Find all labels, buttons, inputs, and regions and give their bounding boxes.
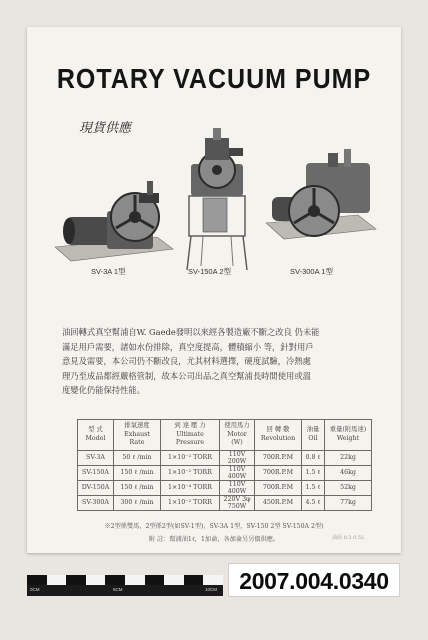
ruler-base [27,585,223,596]
description-paragraph [62,325,380,398]
table-cell: 110V 400W [220,465,255,480]
handwritten-note: 油面 0.3 0.5L [332,535,365,541]
table-cell: 300 ℓ /min [114,495,161,510]
table-cell: 22kg [325,450,372,465]
table-cell: 1.5 ℓ [302,480,325,495]
pump-sv3a-image [47,159,177,269]
description-line: 意見及需要，本公司仍不斷改良，尤其材料選擇，硬度試驗，冷熱處 [62,356,311,367]
description-line: 度變化仍能保持性能。 [62,385,145,396]
table-cell: 4.5 ℓ [302,495,325,510]
table-cell: 700R.P.M [255,465,302,480]
table-cell: SV-300A [78,495,114,510]
table-cell: 700R.P.M [255,450,302,465]
footnote-oil: 附 註：幫浦油1ℓ，1加侖，各加侖另另價供應。 [148,536,280,543]
table-row [78,465,372,480]
description-line: 理乃至成品都經嚴格管制，故本公司出品之真空幫浦長時間使用或溫 [62,370,311,381]
table-cell: 110V 400W [220,480,255,495]
table-cell: 1×10⁻² TORR [161,495,220,510]
table-row [78,480,372,495]
accession-number: 2007.004.0340 [228,563,400,597]
table-cell: DV-150A [78,480,114,495]
pump-sv150a-caption: SV-150A 2型 [188,267,231,276]
header-weight: 重量(附馬達) Weight [325,420,372,451]
table-cell: 220V 3φ 750W [220,495,255,510]
ruler-label-10: 10CM [205,587,218,592]
table-cell: 52kg [325,480,372,495]
table-cell: SV-150A [78,465,114,480]
table-cell: 150 ℓ /min [114,465,161,480]
scale-ruler [27,565,223,596]
ruler-label-5: 5CM [113,587,123,592]
pump-sv3a-caption: SV-3A 1型 [91,267,126,276]
footnote-models: ※2型係雙馬，2型係2型(如SV-1型)，SV-3A 1型，SV-150 2型 SV-150A 2型) [104,523,324,530]
table-cell: 1×10⁻² TORR [161,465,220,480]
header-exhaust-rate: 排氣速度 Exhaust Rate [114,420,161,451]
table-cell: 1×10⁻² TORR [161,450,220,465]
table-cell: 1.5 ℓ [302,465,325,480]
ruler-label-0: 0CM [30,587,40,592]
ruler-bar [27,575,223,585]
header-oil: 油量 Oil [302,420,325,451]
table-cell: 77kg [325,495,372,510]
table-cell: 700R.P.M [255,480,302,495]
table-cell: 0.8 ℓ [302,450,325,465]
description-line: 油回轉式真空幫浦自W. Gaede發明以來經各製造廠不斷之改良 仍未能 [62,327,320,337]
table-cell: 50 ℓ /min [114,450,161,465]
pump-sv150a-image [177,124,257,272]
header-motor: 使用馬力 Motor (W) [220,420,255,451]
table-cell: SV-3A [78,450,114,465]
table-cell: 46kg [325,465,372,480]
table-cell: 450R.P.M [255,495,302,510]
table-cell: 1×10⁻⁴ TORR [161,480,220,495]
table-row [78,450,372,465]
table-header-row [78,420,372,451]
header-ultimate-pressure: 到 達 壓 力 Ultimate Pressure [161,420,220,451]
header-revolution: 回 轉 數 Revolution [255,420,302,451]
catalog-sheet [27,27,401,553]
specifications-table [77,419,372,511]
pump-sv300a-image [262,145,380,263]
table-row [78,495,372,510]
table-cell: 150 ℓ /min [114,480,161,495]
header-model: 型 式 Model [78,420,114,451]
document-title: ROTARY VACUUM PUMP [56,63,372,95]
description-line: 滿足用戶需要，諸如水份排除，真空度提高，體積縮小 等，針對用戶 [62,341,314,352]
pump-sv300a-caption: SV-300A 1型 [290,267,333,276]
table-cell: 110V 200W [220,450,255,465]
stock-label: 現貨供應 [79,121,132,136]
